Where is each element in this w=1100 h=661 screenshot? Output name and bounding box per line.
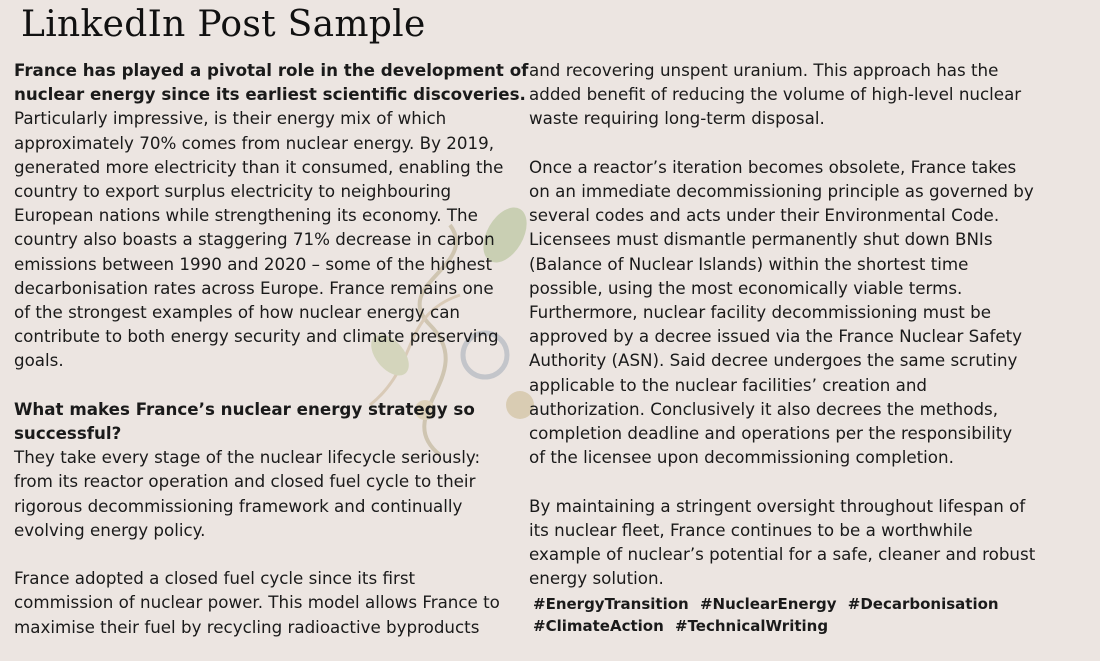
paragraph-line: of the licensee upon decommissioning completion. [529, 447, 954, 468]
paragraph-line: commission of nuclear power. This model allows France to [14, 592, 500, 613]
paragraph-line: Authority (ASN). Said decree undergoes the same scrutiny [529, 350, 1018, 371]
paragraph-line: applicable to the nuclear facilities’ creation and [529, 374, 928, 395]
paragraph-line: country to export surplus electricity to neighbouring [14, 181, 452, 202]
paragraph-line: waste requiring long-term disposal. [529, 108, 825, 129]
paragraph-line: By maintaining a stringent oversight throughout lifespan of [529, 495, 1026, 516]
paragraph-line: France adopted a closed fuel cycle since its first [14, 568, 416, 589]
paragraph-line: possible, using the most economically viable terms. [529, 277, 963, 298]
hashtag[interactable]: #TechnicalWriting [675, 617, 829, 635]
paragraph-line: rigorous decommissioning framework and continually [14, 495, 463, 516]
paragraph-line: They take every stage of the nuclear lifecycle seriously: [14, 447, 481, 468]
question-heading-line: What makes France’s nuclear energy strategy so [14, 398, 475, 419]
paragraph-line: maximise their fuel by recycling radioactive byproducts [14, 616, 480, 637]
hashtag[interactable]: #EnergyTransition [533, 595, 689, 613]
paragraph-line: added benefit of reducing the volume of high-level nuclear [529, 84, 1022, 105]
paragraph-line: Particularly impressive, is their energy mix of which [14, 108, 447, 129]
paragraph-line: and recovering unspent uranium. This approach has the [529, 60, 999, 80]
paragraph-line: (Balance of Nuclear Islands) within the shortest time [529, 253, 969, 274]
paragraph-line: authorization. Conclusively it also decrees the methods, [529, 398, 999, 419]
hashtag[interactable]: #NuclearEnergy [699, 595, 837, 613]
paragraph-line: energy solution. [529, 568, 664, 589]
right-column [529, 58, 1049, 590]
paragraph-line: Furthermore, nuclear facility decommissioning must be [529, 302, 991, 323]
post-title: LinkedIn Post Sample [21, 4, 426, 45]
paragraph-line: goals. [14, 350, 64, 371]
paragraph-line: example of nuclear’s potential for a safe, cleaner and robust [529, 544, 1036, 565]
paragraph-line: completion deadline and operations per the responsibility [529, 423, 1013, 444]
hashtag[interactable]: #ClimateAction [533, 617, 664, 635]
paragraph-line: generated more electricity than it consumed, enabling the [14, 156, 504, 177]
intro-heading-line: France has played a pivotal role in the development of [14, 60, 529, 80]
paragraph-line: its nuclear fleet, France continues to be a worthwhile [529, 519, 973, 540]
hashtag-list [533, 593, 1078, 637]
paragraph-line: European nations while strengthening its economy. The [14, 205, 478, 226]
hashtag[interactable]: #Decarbonisation [847, 595, 999, 613]
paragraph-line: evolving energy policy. [14, 519, 206, 540]
paragraph-line: emissions between 1990 and 2020 – some of the highest [14, 253, 493, 274]
paragraph-line: approved by a decree issued via the France Nuclear Safety [529, 326, 1023, 347]
paragraph-line: Once a reactor’s iteration becomes obsolete, France takes [529, 156, 1017, 177]
paragraph-line: from its reactor operation and closed fuel cycle to their [14, 471, 476, 492]
paragraph-line: several codes and acts under their Environmental Code. [529, 205, 1000, 226]
intro-heading-line: nuclear energy since its earliest scientific discoveries. [14, 84, 526, 105]
paragraph-line: contribute to both energy security and climate preserving [14, 326, 499, 347]
paragraph-line: approximately 70% comes from nuclear energy. By 2019, [14, 132, 495, 153]
paragraph-line: decarbonisation rates across Europe. France remains one [14, 277, 494, 298]
paragraph-line: of the strongest examples of how nuclear energy can [14, 302, 460, 323]
paragraph-line: on an immediate decommissioning principle as governed by [529, 181, 1034, 201]
paragraph-line: Licensees must dismantle permanently shut down BNIs [529, 229, 993, 250]
left-column [14, 58, 529, 639]
question-heading-line: successful? [14, 423, 122, 444]
paragraph-line: country also boasts a staggering 71% decrease in carbon [14, 229, 495, 250]
